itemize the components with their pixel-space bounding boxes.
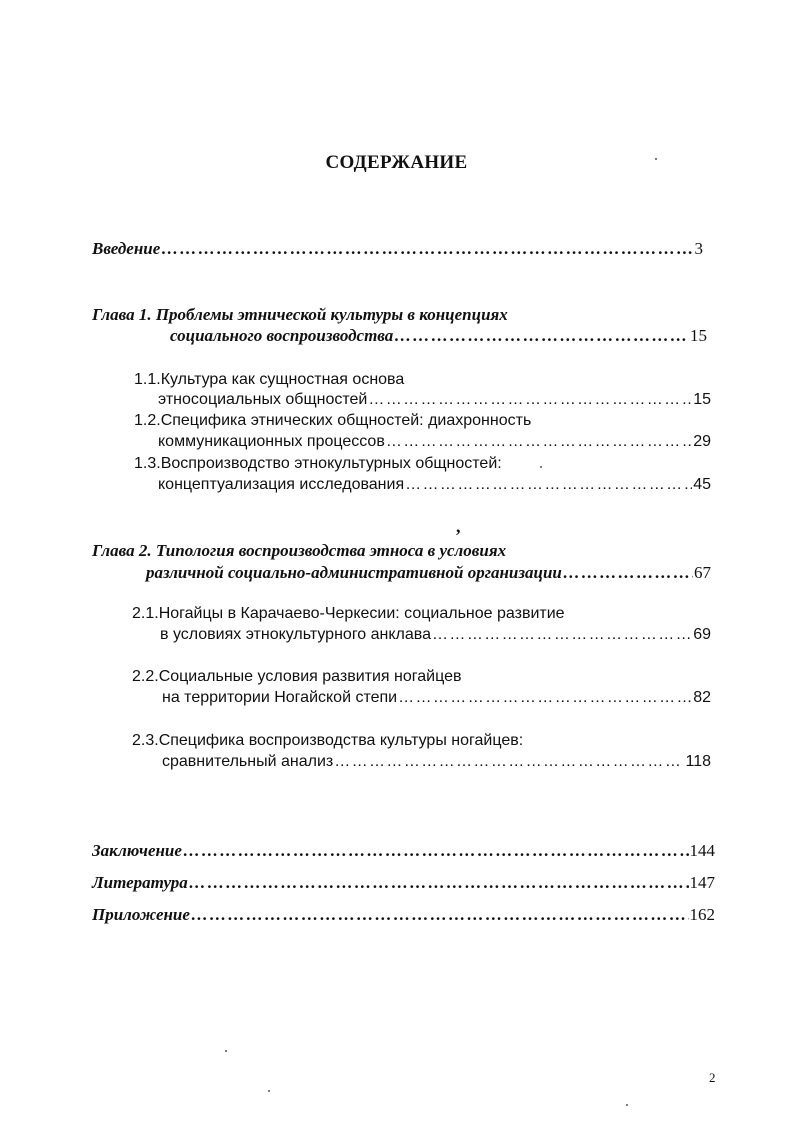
scan-speck: [655, 158, 657, 160]
toc-entry-section-1-3[interactable]: [158, 477, 711, 493]
toc-entry-section-1-2[interactable]: [158, 434, 711, 450]
section-subtitle: этносоциальных общностей: [158, 391, 368, 408]
section-subtitle: коммуникационных процессов: [158, 433, 385, 450]
toc-page-number: 82: [693, 689, 711, 706]
toc-entry-appendix[interactable]: [92, 906, 715, 923]
toc-page-number: 15: [690, 326, 707, 345]
toc-entry-label: Введение: [92, 239, 161, 258]
toc-entry-label: Приложение: [92, 905, 190, 924]
page-number: 2: [709, 1070, 716, 1085]
dot-leader: [183, 842, 689, 859]
dot-leader: [394, 327, 689, 344]
dot-leader: [432, 627, 692, 643]
section-2-2-title: 2.2.Социальные условия развития ногайцев: [132, 668, 462, 685]
section-2-1-title: 2.1.Ногайцы в Карачаево-Черкесии: социальное развитие: [132, 605, 565, 622]
toc-entry-introduction[interactable]: [92, 240, 703, 257]
section-subtitle: сравнительный анализ: [162, 753, 334, 770]
section-subtitle: на территории Ногайской степи: [162, 689, 398, 706]
chapter-1-title: Глава 1. Проблемы этнической культуры в концепциях: [92, 305, 508, 324]
toc-entry-section-1-1[interactable]: [158, 392, 711, 408]
toc-page-number: 118: [685, 753, 711, 770]
section-1-1-title: 1.1.Культура как сущностная основа: [134, 371, 405, 388]
chapter-2-title: Глава 2. Типология воспроизводства этноса в условиях: [92, 541, 507, 560]
toc-page-number: 162: [689, 905, 715, 924]
dot-leader: [334, 754, 684, 770]
chapter-2-subtitle: различной социально-административной организации: [146, 563, 562, 582]
toc-entry-section-2-1[interactable]: [160, 627, 711, 643]
toc-entry-chapter-1[interactable]: [170, 327, 707, 344]
scan-speck: [225, 1050, 227, 1052]
section-subtitle: концептуализация исследования: [158, 476, 405, 493]
dot-leader: [189, 874, 689, 891]
toc-page-number: 29: [693, 433, 711, 450]
dot-leader: [398, 690, 692, 706]
toc-page-number: 15: [693, 391, 711, 408]
toc-entry-chapter-2[interactable]: [146, 564, 711, 581]
toc-page-number: 67: [694, 563, 711, 582]
dot-leader: [191, 906, 689, 923]
toc-page-number: 45: [693, 476, 711, 493]
toc-page-number: 3: [694, 239, 703, 258]
dot-leader: [386, 434, 692, 450]
section-1-3-title: 1.3.Воспроизводство этнокультурных общностей:: [134, 455, 502, 472]
dot-leader: [405, 477, 692, 493]
dot-leader: [368, 392, 692, 408]
toc-entry-conclusion[interactable]: [92, 842, 715, 859]
section-2-3-title: 2.3.Специфика воспроизводства культуры ногайцев:: [132, 732, 524, 749]
toc-entry-section-2-2[interactable]: [162, 690, 711, 706]
toc-entry-literature[interactable]: [92, 874, 715, 891]
toc-page-number: 147: [689, 873, 715, 892]
toc-entry-label: Заключение: [92, 841, 182, 860]
page-title: СОДЕРЖАНИЕ: [325, 152, 468, 173]
scan-speck: [626, 1104, 628, 1106]
stray-mark: ,: [456, 516, 461, 536]
scan-speck: [268, 1090, 270, 1092]
toc-entry-section-2-3[interactable]: [162, 754, 711, 770]
dot-leader: [161, 240, 693, 257]
chapter-1-subtitle: социального воспроизводства: [170, 326, 394, 345]
toc-page-number: 144: [689, 841, 715, 860]
toc-page-number: 69: [693, 626, 711, 643]
toc-entry-label: Литература: [92, 873, 188, 892]
section-1-2-title: 1.2.Специфика этнических общностей: диахронность: [134, 412, 532, 429]
section-subtitle: в условиях этнокультурного анклава: [160, 626, 432, 643]
dot-leader: [563, 564, 693, 581]
scan-speck: [540, 466, 542, 468]
